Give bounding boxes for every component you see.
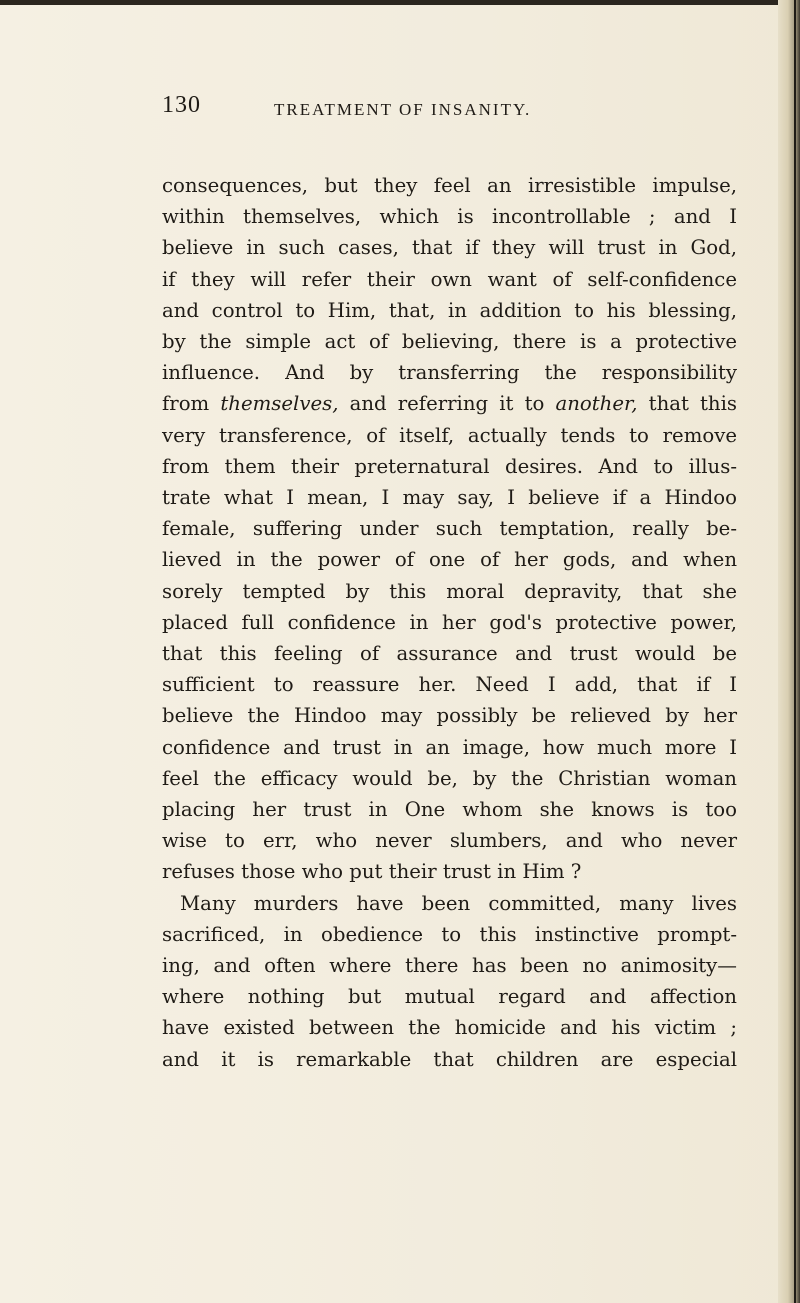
italic-emphasis: themselves, — [220, 392, 339, 416]
text-line: influence. And by transferring the responsibility — [162, 361, 737, 385]
text-line: consequences, but they feel an irresistible impulse, — [162, 174, 737, 197]
text-line: and it is remarkable that children are especial — [162, 1047, 737, 1071]
text-line: placing her trust in One whom she knows is too — [162, 798, 737, 822]
text-line: ing, and often where there has been no animosity— — [162, 954, 737, 978]
text-line: feel the efficacy would be, by the Christian woman — [162, 766, 737, 790]
text-line: very transference, of itself, actually tends to remove — [162, 423, 737, 447]
text-line: refuses those who put their trust in Him ? — [162, 860, 582, 884]
text-line: believe the Hindoo may possibly be relieved by her — [162, 704, 737, 728]
italic-emphasis: another, — [555, 392, 638, 416]
page-binding-edge — [778, 0, 800, 1303]
text-line: within themselves, which is incontrollable ; and I — [162, 205, 737, 229]
text-line: sacrificed, in obedience to this instinctive prompt- — [162, 922, 737, 946]
paragraph-start-line: Many murders have been committed, many lives — [180, 891, 737, 915]
text-line: that this feeling of assurance and trust would be — [162, 642, 737, 666]
running-title: TREATMENT OF INSANITY. — [274, 100, 532, 119]
text-line: sufficient to reassure her. Need I add, that if I — [162, 673, 737, 697]
text-line: wise to err, who never slumbers, and who never — [162, 829, 737, 853]
page-number: 130 — [162, 92, 201, 118]
text-line: from them their preternatural desires. And to illus- — [162, 454, 737, 478]
body-text — [162, 170, 737, 1075]
text-line: lieved in the power of one of her gods, and when — [162, 548, 737, 572]
page-header — [162, 92, 737, 132]
text-line: have existed between the homicide and his victim ; — [162, 1016, 737, 1040]
text-line: sorely tempted by this moral depravity, that she — [162, 579, 737, 603]
text-line: placed full confidence in her god's protective power, — [162, 610, 737, 634]
text-line: trate what I mean, I may say, I believe if a Hindoo — [162, 486, 737, 510]
text-line: female, suffering under such temptation, really be- — [162, 517, 737, 541]
text-line: believe in such cases, that if they will trust in God, — [162, 236, 737, 260]
text-line: from themselves, and referring it to another, that this — [162, 392, 738, 416]
top-edge-rule — [0, 0, 800, 5]
text-line: if they will refer their own want of self-confidence — [162, 267, 737, 291]
text-line: and control to Him, that, in addition to his blessing, — [162, 298, 737, 322]
text-line: where nothing but mutual regard and affection — [162, 985, 737, 1009]
text-line: by the simple act of believing, there is a protective — [162, 330, 737, 354]
text-line: confidence and trust in an image, how much more I — [162, 735, 737, 759]
